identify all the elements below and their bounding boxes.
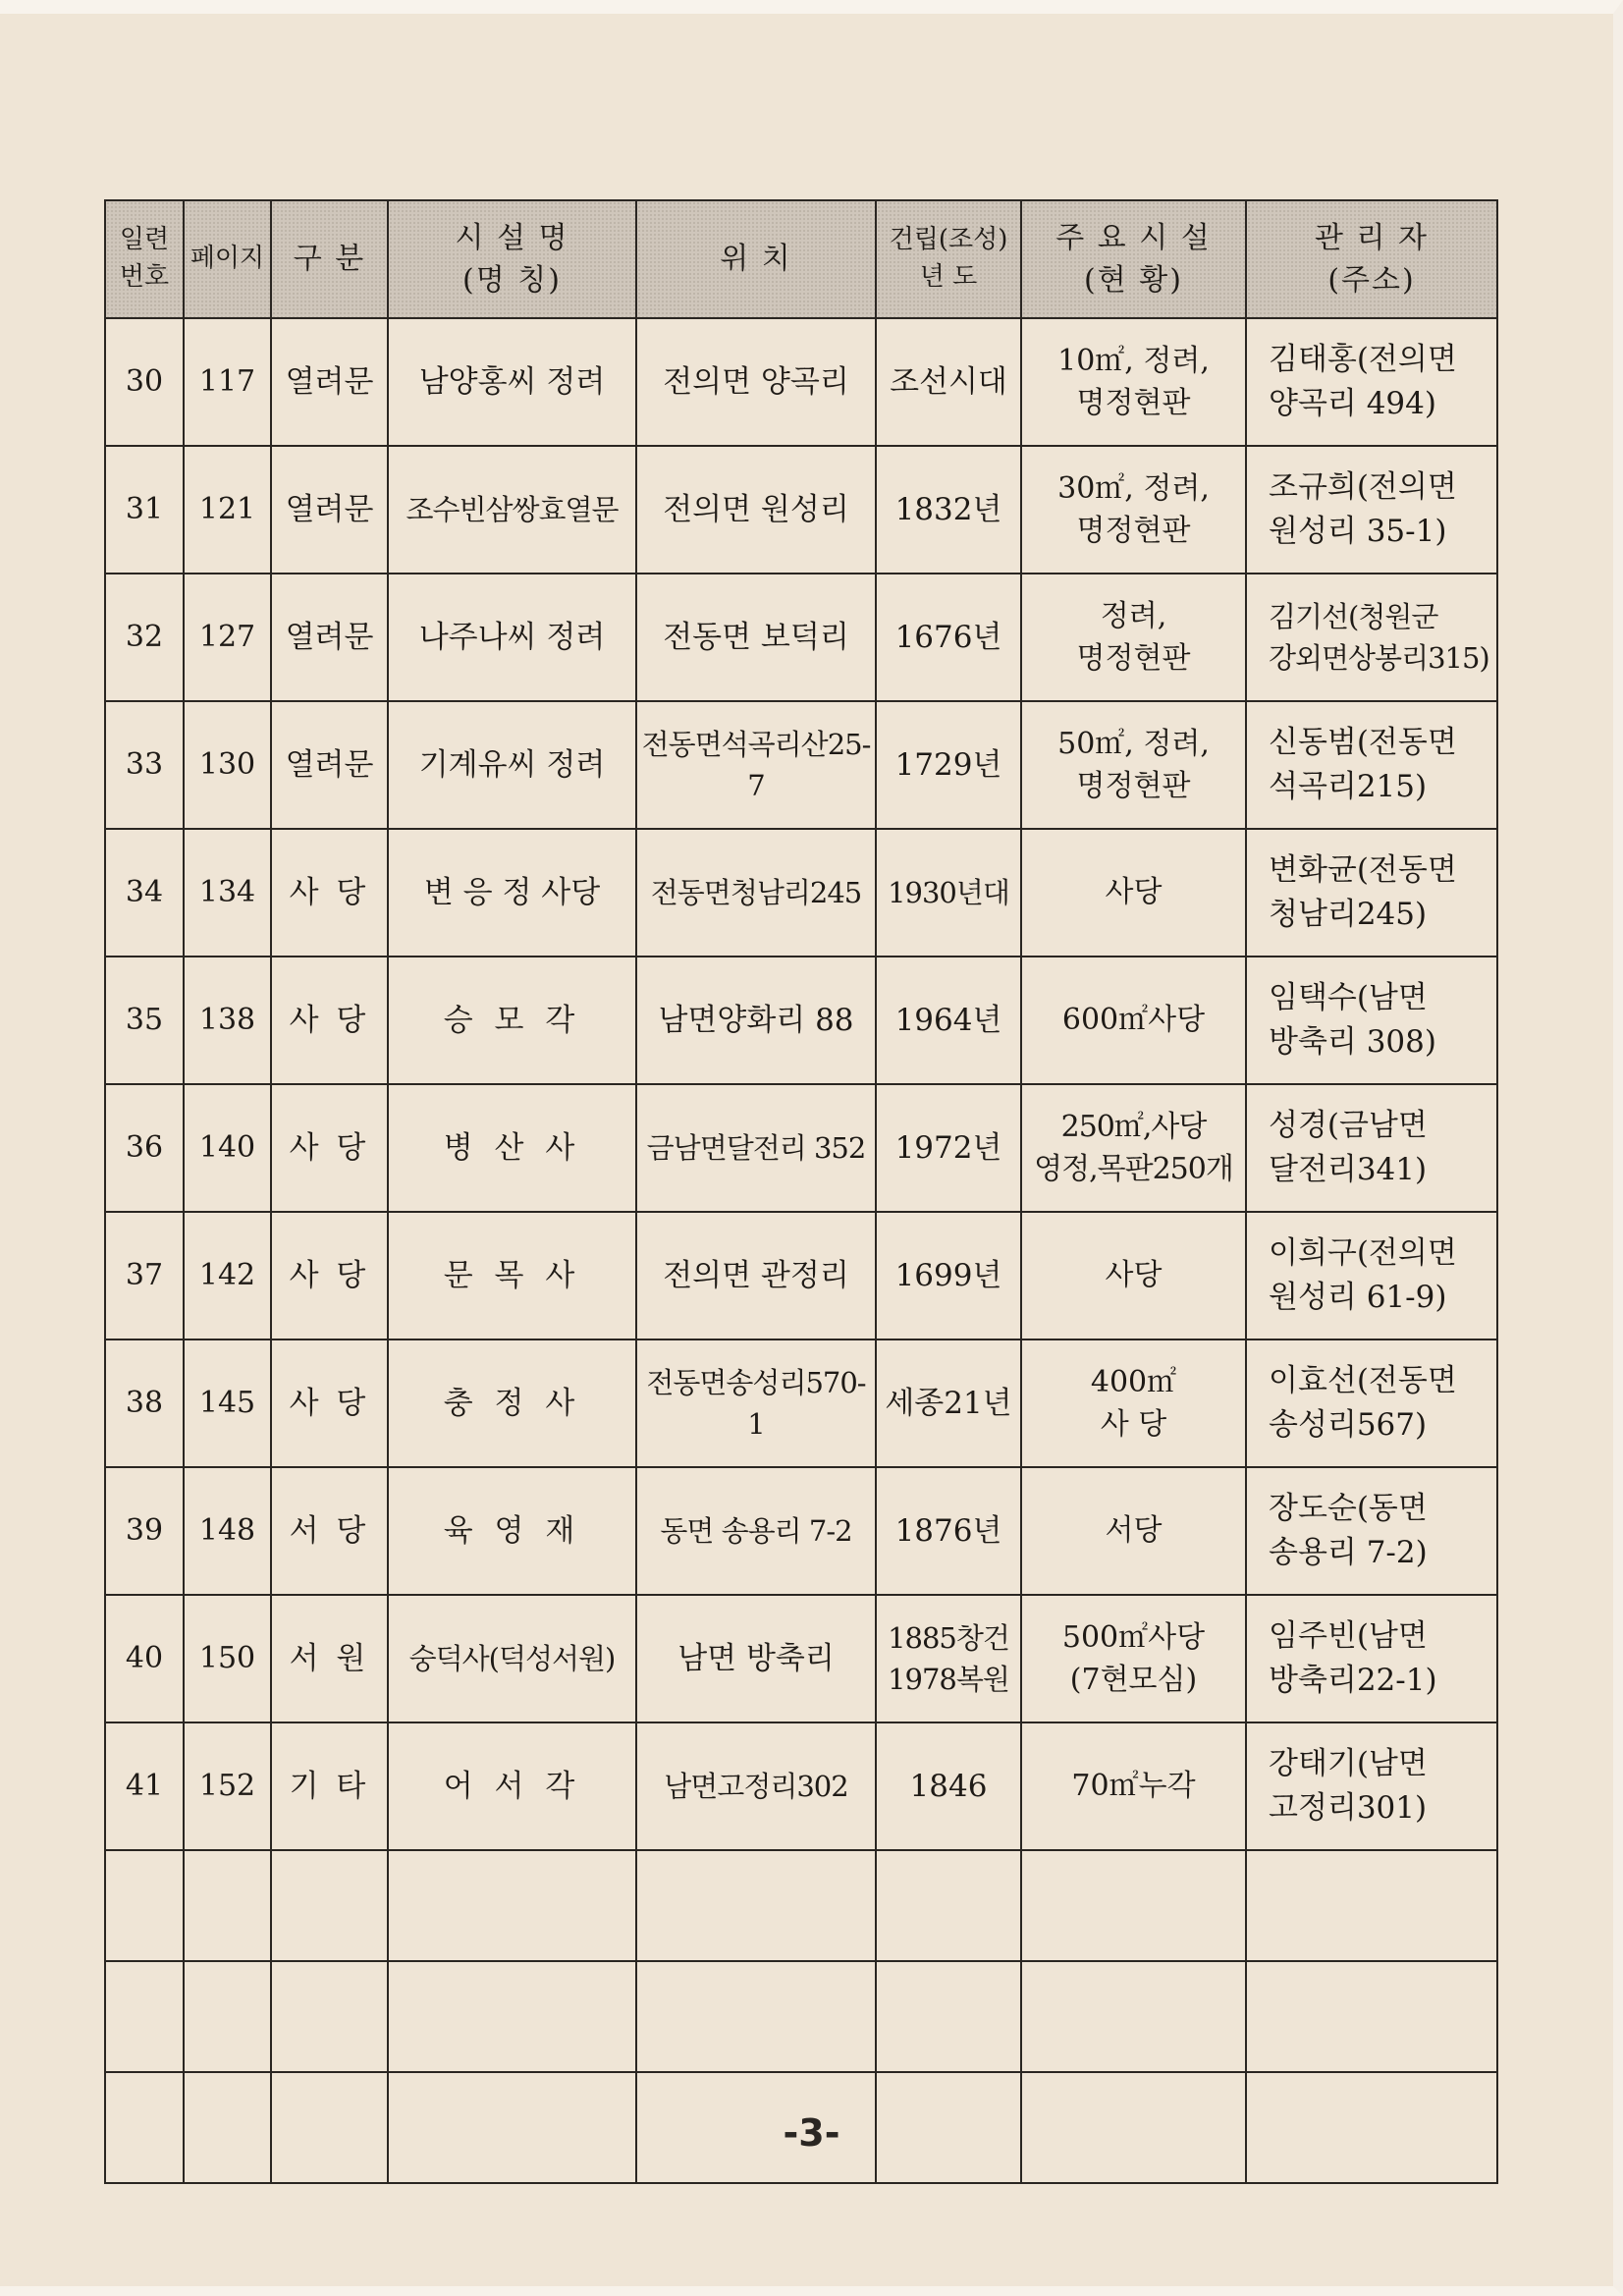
page-cell: 134 — [184, 829, 271, 957]
table-row — [105, 1722, 1497, 1850]
empty-table-row — [105, 1961, 1497, 2072]
page-cell: 130 — [184, 701, 271, 829]
location-cell: 남면고정리302 — [636, 1722, 876, 1850]
serial-cell: 31 — [105, 446, 184, 574]
facility-name-cell: 승 모 각 — [388, 957, 636, 1084]
manager-cell: 조규희(전의면 원성리 35-1) — [1246, 446, 1497, 574]
page-cell: 152 — [184, 1722, 271, 1850]
year-cell: 1876년 — [876, 1467, 1021, 1595]
header-main-facilities: 주 요 시 설 (현 황) — [1021, 200, 1246, 318]
main-facilities-cell: 500㎡사당 (7현모심) — [1021, 1595, 1246, 1722]
year-cell: 조선시대 — [876, 318, 1021, 446]
facility-name-cell: 문 목 사 — [388, 1212, 636, 1339]
facility-name-cell: 병 산 사 — [388, 1084, 636, 1212]
table-row — [105, 957, 1497, 1084]
location-cell: 전동면 보덕리 — [636, 574, 876, 701]
category-cell: 열려문 — [271, 446, 388, 574]
empty-cell — [105, 1961, 184, 2072]
header-manager: 관 리 자 (주소) — [1246, 200, 1497, 318]
empty-cell — [876, 1850, 1021, 1961]
heritage-facility-table — [104, 199, 1498, 2184]
serial-cell: 39 — [105, 1467, 184, 1595]
table-row — [105, 701, 1497, 829]
manager-cell: 김기선(청원군 강외면상봉리315) — [1246, 574, 1497, 701]
main-facilities-cell: 70㎡누각 — [1021, 1722, 1246, 1850]
location-cell: 전의면 원성리 — [636, 446, 876, 574]
facility-name-cell: 나주나씨 정려 — [388, 574, 636, 701]
category-cell: 사 당 — [271, 1339, 388, 1467]
year-cell: 1832년 — [876, 446, 1021, 574]
page-cell: 145 — [184, 1339, 271, 1467]
serial-cell: 30 — [105, 318, 184, 446]
manager-cell: 김태홍(전의면 양곡리 494) — [1246, 318, 1497, 446]
table-row — [105, 829, 1497, 957]
empty-cell — [1246, 1961, 1497, 2072]
location-cell: 남면양화리 88 — [636, 957, 876, 1084]
facility-name-cell: 조수빈삼쌍효열문 — [388, 446, 636, 574]
category-cell: 사 당 — [271, 1212, 388, 1339]
category-cell: 열려문 — [271, 318, 388, 446]
empty-cell — [184, 1850, 271, 1961]
empty-cell — [636, 1850, 876, 1961]
empty-cell — [105, 1850, 184, 1961]
manager-cell: 성경(금남면 달전리341) — [1246, 1084, 1497, 1212]
category-cell: 기 타 — [271, 1722, 388, 1850]
empty-cell — [1021, 1850, 1246, 1961]
table-row — [105, 1467, 1497, 1595]
manager-cell: 임주빈(남면 방축리22-1) — [1246, 1595, 1497, 1722]
page-cell: 150 — [184, 1595, 271, 1722]
category-cell: 사 당 — [271, 1084, 388, 1212]
empty-cell — [388, 1850, 636, 1961]
location-cell: 전의면 관정리 — [636, 1212, 876, 1339]
header-facility-name: 시 설 명 (명 칭) — [388, 200, 636, 318]
manager-cell: 이희구(전의면 원성리 61-9) — [1246, 1212, 1497, 1339]
empty-cell — [876, 1961, 1021, 2072]
main-facilities-cell: 사당 — [1021, 1212, 1246, 1339]
facility-name-cell: 어 서 각 — [388, 1722, 636, 1850]
empty-table-row — [105, 1850, 1497, 1961]
year-cell: 1885창건 1978복원 — [876, 1595, 1021, 1722]
page-cell: 148 — [184, 1467, 271, 1595]
facility-name-cell: 충 정 사 — [388, 1339, 636, 1467]
table-row — [105, 1339, 1497, 1467]
location-cell: 전의면 양곡리 — [636, 318, 876, 446]
manager-cell: 변화균(전동면 청남리245) — [1246, 829, 1497, 957]
serial-cell: 37 — [105, 1212, 184, 1339]
location-cell: 전동면청남리245 — [636, 829, 876, 957]
year-cell: 1846 — [876, 1722, 1021, 1850]
table-header-row — [105, 200, 1497, 318]
table-row — [105, 446, 1497, 574]
main-facilities-cell: 사당 — [1021, 829, 1246, 957]
location-cell: 전동면송성리570-1 — [636, 1339, 876, 1467]
facility-name-cell: 숭덕사(덕성서원) — [388, 1595, 636, 1722]
category-cell: 열려문 — [271, 574, 388, 701]
serial-cell: 35 — [105, 957, 184, 1084]
main-facilities-cell: 250㎡,사당 영정,목판250개 — [1021, 1084, 1246, 1212]
category-cell: 사 당 — [271, 829, 388, 957]
empty-cell — [1246, 1850, 1497, 1961]
serial-cell: 40 — [105, 1595, 184, 1722]
main-facilities-cell: 50㎡, 정려, 명정현판 — [1021, 701, 1246, 829]
header-serial-number: 일련 번호 — [105, 200, 184, 318]
year-cell: 세종21년 — [876, 1339, 1021, 1467]
empty-cell — [184, 1961, 271, 2072]
table-row — [105, 574, 1497, 701]
empty-cell — [1021, 1961, 1246, 2072]
manager-cell: 임택수(남면 방축리 308) — [1246, 957, 1497, 1084]
serial-cell: 32 — [105, 574, 184, 701]
main-facilities-cell: 30㎡, 정려, 명정현판 — [1021, 446, 1246, 574]
facility-name-cell: 기계유씨 정려 — [388, 701, 636, 829]
page-cell: 138 — [184, 957, 271, 1084]
header-year: 건립(조성) 년 도 — [876, 200, 1021, 318]
table-row — [105, 1212, 1497, 1339]
main-facilities-cell: 600㎡사당 — [1021, 957, 1246, 1084]
empty-cell — [271, 1961, 388, 2072]
page-cell: 140 — [184, 1084, 271, 1212]
main-facilities-cell: 정려, 명정현판 — [1021, 574, 1246, 701]
serial-cell: 41 — [105, 1722, 184, 1850]
year-cell: 1964년 — [876, 957, 1021, 1084]
location-cell: 전동면석곡리산25-7 — [636, 701, 876, 829]
location-cell: 동면 송용리 7-2 — [636, 1467, 876, 1595]
category-cell: 열려문 — [271, 701, 388, 829]
header-category: 구 분 — [271, 200, 388, 318]
category-cell: 사 당 — [271, 957, 388, 1084]
category-cell: 서 원 — [271, 1595, 388, 1722]
serial-cell: 33 — [105, 701, 184, 829]
facility-name-cell: 남양홍씨 정려 — [388, 318, 636, 446]
year-cell: 1729년 — [876, 701, 1021, 829]
year-cell: 1699년 — [876, 1212, 1021, 1339]
location-cell: 금남면달전리 352 — [636, 1084, 876, 1212]
empty-cell — [271, 1850, 388, 1961]
category-cell: 서 당 — [271, 1467, 388, 1595]
location-cell: 남면 방축리 — [636, 1595, 876, 1722]
year-cell: 1972년 — [876, 1084, 1021, 1212]
facility-name-cell: 육 영 재 — [388, 1467, 636, 1595]
manager-cell: 신동범(전동면 석곡리215) — [1246, 701, 1497, 829]
manager-cell: 이효선(전동면 송성리567) — [1246, 1339, 1497, 1467]
manager-cell: 강태기(남면 고정리301) — [1246, 1722, 1497, 1850]
table-row — [105, 1595, 1497, 1722]
year-cell: 1930년대 — [876, 829, 1021, 957]
header-page: 페이지 — [184, 200, 271, 318]
header-location: 위 치 — [636, 200, 876, 318]
empty-cell — [388, 1961, 636, 2072]
table-row — [105, 1084, 1497, 1212]
manager-cell: 장도순(동면 송용리 7-2) — [1246, 1467, 1497, 1595]
page-number: -3- — [783, 2111, 840, 2155]
table-row — [105, 318, 1497, 446]
main-facilities-cell: 10㎡, 정려, 명정현판 — [1021, 318, 1246, 446]
empty-cell — [636, 1961, 876, 2072]
page-cell: 142 — [184, 1212, 271, 1339]
facility-name-cell: 변 응 정 사당 — [388, 829, 636, 957]
serial-cell: 36 — [105, 1084, 184, 1212]
serial-cell: 38 — [105, 1339, 184, 1467]
main-facilities-cell: 서당 — [1021, 1467, 1246, 1595]
main-facilities-cell: 400㎡ 사 당 — [1021, 1339, 1246, 1467]
page-cell: 117 — [184, 318, 271, 446]
serial-cell: 34 — [105, 829, 184, 957]
page-cell: 127 — [184, 574, 271, 701]
page-cell: 121 — [184, 446, 271, 574]
year-cell: 1676년 — [876, 574, 1021, 701]
